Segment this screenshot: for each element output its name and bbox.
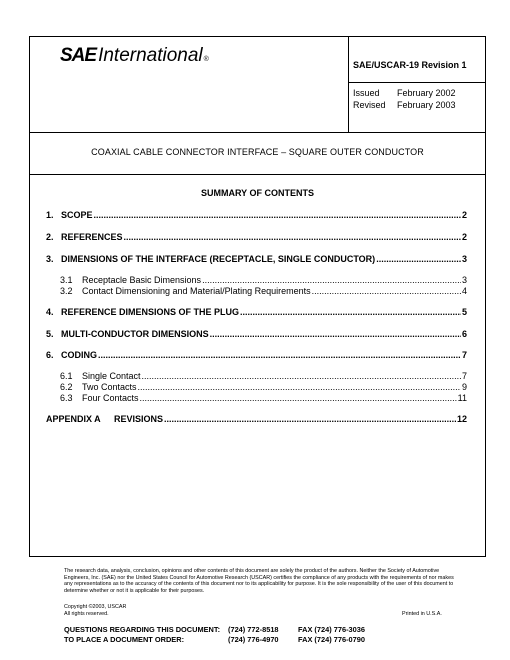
toc-leader-dots [94, 210, 461, 220]
toc-entry-text: MULTI-CONDUCTOR DIMENSIONS [61, 329, 209, 339]
toc-entry-page: 7 [461, 371, 467, 381]
title-row [30, 133, 485, 175]
toc-entry[interactable] [46, 210, 467, 220]
toc-entry-number: 3.2 [60, 286, 73, 296]
toc-entry-page: 11 [457, 393, 467, 403]
header-row [30, 37, 485, 133]
toc-entry-page: 3 [461, 275, 467, 285]
order-row [64, 635, 365, 645]
toc-entry-text: Contact Dimensioning and Material/Plating Requirements [82, 286, 311, 296]
toc-subentry[interactable] [60, 393, 467, 403]
sae-logo [60, 45, 209, 67]
revised-date: February 2003 [397, 100, 456, 110]
disclaimer-text: The research data, analysis, conclusion, opinions and other contents of this document are solely the product of the authors. Neither the Society of Automotive Engineers, Inc. (SAE) nor the United States Council for Automotive Research (USCAR) certifies the compliance of any products with the requirements of nor makes any representations as to the accuracy of the contents of this document nor to its applicability for purpose. It is the sole responsibility of the user of this document to determine whether or not it is applicable for their purposes. [64, 568, 454, 594]
copyright-block [64, 604, 456, 617]
toc-leader-dots [240, 307, 461, 317]
toc-entry-page: 3 [461, 254, 467, 264]
order-fax: FAX (724) 776-0790 [298, 635, 365, 644]
toc-entry[interactable] [46, 254, 467, 264]
toc-entry-page: 6 [461, 329, 467, 339]
doc-id: SAE/USCAR-19 Revision 1 [353, 60, 467, 70]
issued-label: Issued [353, 88, 380, 98]
logo-international-text: International [98, 45, 203, 66]
toc-entry-page: 2 [461, 232, 467, 242]
toc-entry-text: SCOPE [61, 210, 93, 220]
document-title: COAXIAL CABLE CONNECTOR INTERFACE – SQUARE OUTER CONDUCTOR [91, 147, 424, 157]
toc-leader-dots [142, 371, 461, 381]
revised-row [353, 99, 456, 111]
toc-entry-number: 3. [46, 254, 54, 264]
toc-entry-text: Receptacle Basic Dimensions [82, 275, 202, 285]
logo-cell [30, 37, 349, 132]
toc-entry-number: 6.3 [60, 393, 73, 403]
toc-heading: SUMMARY OF CONTENTS [200, 188, 314, 198]
toc-appendix-entry[interactable] [46, 414, 467, 424]
toc-leader-dots [98, 350, 461, 360]
issued-date: February 2002 [397, 88, 456, 98]
toc-entry-text: Four Contacts [82, 393, 139, 403]
toc-leader-dots [202, 275, 461, 285]
toc-entry-page: 12 [456, 414, 467, 424]
contact-block [64, 625, 365, 645]
document-frame [29, 36, 486, 557]
toc-entry-number: APPENDIX A [46, 414, 101, 424]
copyright-text: Copyright ©2003, USCAR [64, 604, 127, 610]
questions-row [64, 625, 365, 635]
toc-entry-page: 5 [461, 307, 467, 317]
toc-entry-page: 7 [461, 350, 467, 360]
toc-leader-dots [210, 329, 461, 339]
toc-subentry[interactable] [60, 286, 467, 296]
toc-entry-number: 1. [46, 210, 54, 220]
toc-entry[interactable] [46, 350, 467, 360]
toc-entry-number: 2. [46, 232, 54, 242]
toc-entry-text: Two Contacts [82, 382, 137, 392]
order-label: TO PLACE A DOCUMENT ORDER: [64, 635, 185, 644]
toc-subentry[interactable] [60, 371, 467, 381]
toc-entry-page: 2 [461, 210, 467, 220]
toc-entry-page: 9 [461, 382, 467, 392]
toc-entry-text: REFERENCE DIMENSIONS OF THE PLUG [61, 307, 240, 317]
toc-entry-number: 6.1 [60, 371, 73, 381]
toc-subentry[interactable] [60, 275, 467, 285]
questions-label: QUESTIONS REGARDING THIS DOCUMENT: [64, 625, 221, 634]
toc-entry-text: REFERENCES [61, 232, 123, 242]
toc-entry-text: DIMENSIONS OF THE INTERFACE (RECEPTACLE, SINGLE CONDUCTOR) [61, 254, 376, 264]
toc-entry[interactable] [46, 329, 467, 339]
rights-text: All rights reserved. [64, 610, 109, 617]
toc-leader-dots [140, 393, 457, 403]
order-phone: (724) 776-4970 [228, 635, 279, 644]
toc-leader-dots [138, 382, 461, 392]
toc-entry-number: 3.1 [60, 275, 73, 285]
logo-sae-text: SAE [60, 45, 97, 66]
toc-leader-dots [164, 414, 456, 424]
toc-entry-page: 4 [461, 286, 467, 296]
toc-entry-number: 6.2 [60, 382, 73, 392]
questions-fax: FAX (724) 776-3036 [298, 625, 365, 634]
dates-block [353, 87, 456, 111]
toc-leader-dots [124, 232, 461, 242]
toc-entry-number: 5. [46, 329, 54, 339]
toc-leader-dots [376, 254, 461, 264]
toc-entry-number: 4. [46, 307, 54, 317]
revised-label: Revised [353, 100, 386, 110]
issued-row [353, 87, 456, 99]
toc-entry-text: Single Contact [82, 371, 141, 381]
questions-phone: (724) 772-8518 [228, 625, 279, 634]
toc-entry-text: REVISIONS [114, 414, 164, 424]
doc-id-cell [349, 37, 485, 83]
toc-entry-text: CODING [61, 350, 97, 360]
toc-entry[interactable] [46, 232, 467, 242]
toc-leader-dots [312, 286, 461, 296]
toc-entry[interactable] [46, 307, 467, 317]
toc-entry-number: 6. [46, 350, 54, 360]
trademark-symbol: ® [203, 56, 209, 63]
toc-subentry[interactable] [60, 382, 467, 392]
printed-in-text: Printed in U.S.A. [402, 611, 442, 617]
